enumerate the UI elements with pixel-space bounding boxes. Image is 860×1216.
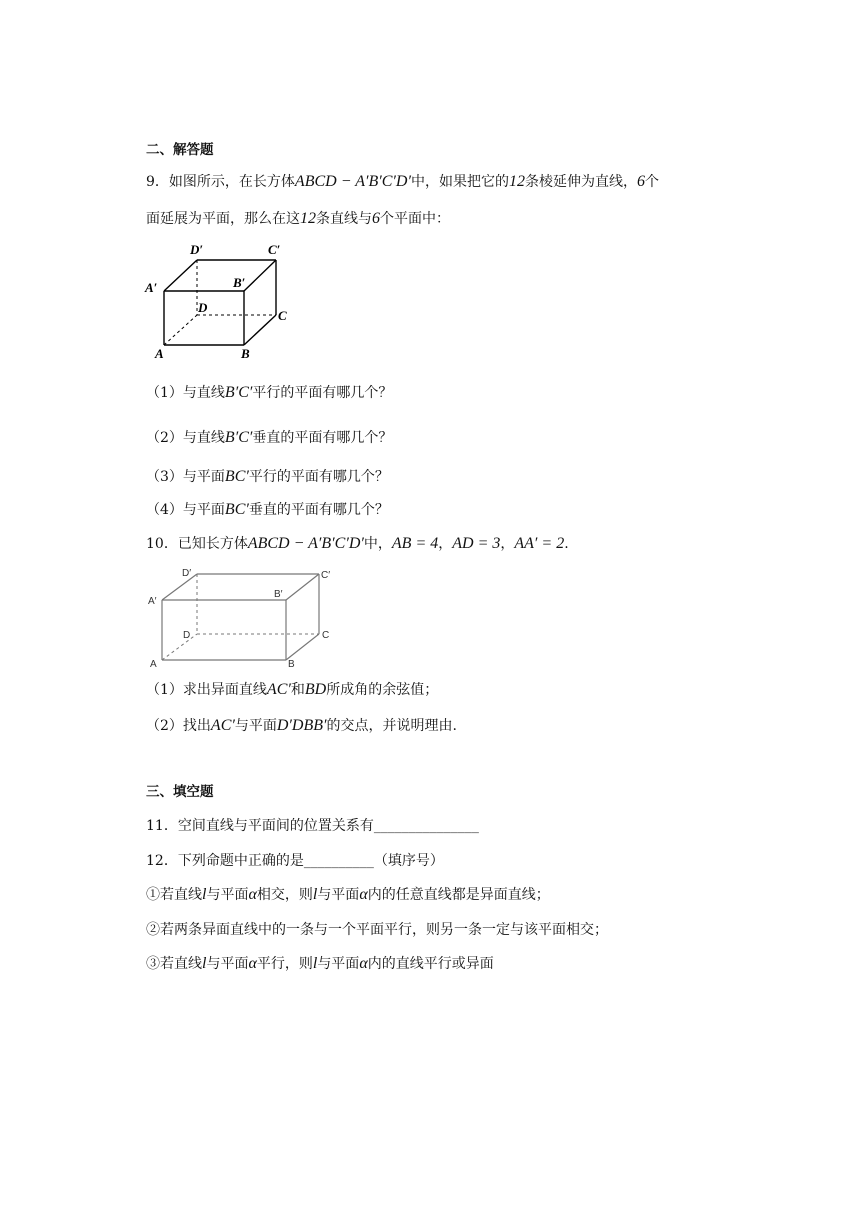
question-12-option-1 — [146, 885, 550, 905]
question-9-line-2 — [146, 209, 450, 229]
q9-text: 垂直的平面有哪几个？ — [248, 502, 389, 518]
q9-text: 垂直的平面有哪几个？ — [252, 430, 393, 446]
q12-text: ③若直线 — [146, 956, 202, 972]
vertex-label: C′ — [268, 242, 281, 257]
q9-text: （4）与平面 — [146, 502, 225, 518]
q9-math: B′C′ — [224, 429, 253, 446]
q12-math: l — [202, 955, 207, 972]
q9-text: 条直线与 — [316, 211, 372, 227]
q9-text: （2）与直线 — [146, 430, 225, 446]
question-12: 12．下列命题中正确的是__________（填序号） — [146, 853, 444, 869]
section-heading-fill: 三、填空题 — [146, 784, 214, 800]
q12-text: 与平面 — [317, 956, 360, 972]
q9-text: （3）与平面 — [146, 469, 225, 485]
q10-text: （1）求出异面直线 — [146, 682, 267, 698]
q9-math: 12 — [508, 173, 525, 190]
q10-text: ， — [500, 536, 515, 552]
q9-math: 6 — [372, 210, 380, 227]
hidden-edge — [162, 634, 197, 660]
q12-text: 与平面 — [206, 956, 249, 972]
question-9-sub-1 — [146, 383, 392, 403]
q9-text: 面延展为平面，那么在这 — [146, 211, 300, 227]
q10-math: D′DBB′ — [276, 717, 327, 734]
q9-text: 平行的平面有哪几个？ — [248, 469, 389, 485]
q9-text: 中，如果把它的 — [410, 174, 509, 190]
question-10-line-1 — [146, 534, 569, 554]
q9-math: B′C′ — [224, 384, 253, 401]
question-10-sub-2 — [146, 716, 457, 736]
vertex-label: D′ — [182, 568, 192, 579]
q12-math: α — [359, 955, 368, 972]
vertex-label: B′ — [274, 589, 283, 600]
q10-text: 中， — [363, 536, 392, 552]
q10-text: 与平面 — [234, 718, 277, 734]
q9-math: 12 — [300, 210, 316, 227]
edge — [244, 315, 276, 345]
edge — [286, 634, 319, 660]
question-12-option-2: ②若两条异面直线中的一条与一个平面平行，则另一条一定与该平面相交； — [146, 922, 608, 938]
q10-text: （2）找出 — [146, 718, 211, 734]
edge — [162, 574, 197, 600]
q10-text: . — [564, 536, 569, 552]
q9-math: BC′ — [224, 468, 249, 485]
q12-text: 相交，则 — [256, 887, 313, 903]
q12-math: α — [248, 886, 257, 903]
q9-text: 平行的平面有哪几个？ — [252, 385, 393, 401]
q9-text: 个 — [644, 174, 659, 190]
vertex-label: D — [198, 300, 208, 315]
q10-math: BD — [304, 681, 327, 698]
cuboid-figure-q9 — [140, 240, 300, 365]
q12-text: 与平面 — [206, 887, 249, 903]
question-9-line-1 — [146, 172, 659, 192]
question-9-sub-4 — [146, 500, 389, 520]
question-10-sub-1 — [146, 680, 438, 700]
section-heading-answer: 二、解答题 — [146, 142, 214, 158]
q10-text: 所成角的余弦值； — [326, 682, 439, 698]
q10-math: AD = 3 — [452, 535, 501, 552]
question-12-option-3 — [146, 954, 494, 974]
cuboid-figure-q10 — [140, 564, 340, 672]
vertex-label: A — [155, 346, 164, 361]
q10-math: AC′ — [210, 717, 235, 734]
q9-text: 个平面中： — [380, 211, 450, 227]
q12-math: α — [359, 886, 368, 903]
q10-math: AC′ — [266, 681, 291, 698]
q9-text: 9．如图所示，在长方体 — [146, 174, 295, 190]
vertex-label: A′ — [145, 280, 158, 295]
vertex-label: B — [288, 659, 295, 670]
question-9-sub-3 — [146, 467, 389, 487]
q9-math: ABCD − A′B′C′D′ — [294, 173, 411, 190]
vertex-label: C — [278, 308, 287, 323]
q9-text: 条棱延伸为直线， — [524, 174, 637, 190]
vertex-label: C — [322, 630, 330, 641]
q12-text: 与平面 — [317, 887, 360, 903]
vertex-label: A — [150, 659, 157, 670]
q12-math: l — [202, 886, 207, 903]
edge — [244, 260, 276, 291]
question-9-sub-2 — [146, 428, 392, 448]
vertex-label: B — [241, 346, 250, 361]
vertex-label: D′ — [190, 242, 204, 257]
q9-text: （1）与直线 — [146, 385, 225, 401]
q9-math: 6 — [636, 173, 645, 190]
vertex-label: C′ — [321, 570, 331, 581]
vertex-label: D — [183, 630, 191, 641]
q12-math: l — [312, 955, 318, 972]
q10-math: ABCD − A′B′C′D′ — [247, 535, 364, 552]
q10-math: AA′ = 2 — [514, 535, 565, 552]
question-11: 11．空间直线与平面间的位置关系有_______________ — [146, 818, 479, 834]
q10-math: AB = 4 — [391, 535, 439, 552]
q12-text: 内的直线平行或异面 — [367, 956, 494, 972]
hidden-edge — [164, 315, 197, 345]
q12-text: ①若直线 — [146, 887, 202, 903]
q10-text: 10．已知长方体 — [146, 536, 248, 552]
vertex-label: B′ — [233, 275, 246, 290]
vertex-label: A′ — [148, 596, 157, 607]
q12-math: α — [248, 955, 257, 972]
q12-text: 平行，则 — [256, 956, 313, 972]
edge — [164, 260, 197, 291]
edge — [286, 574, 319, 600]
q9-math: BC′ — [224, 501, 249, 518]
q12-text: 内的任意直线都是异面直线； — [367, 887, 550, 903]
q10-text: 和 — [290, 682, 305, 698]
q10-text: 的交点，并说明理由. — [326, 718, 457, 734]
q10-text: ， — [438, 536, 453, 552]
q12-math: l — [312, 886, 318, 903]
